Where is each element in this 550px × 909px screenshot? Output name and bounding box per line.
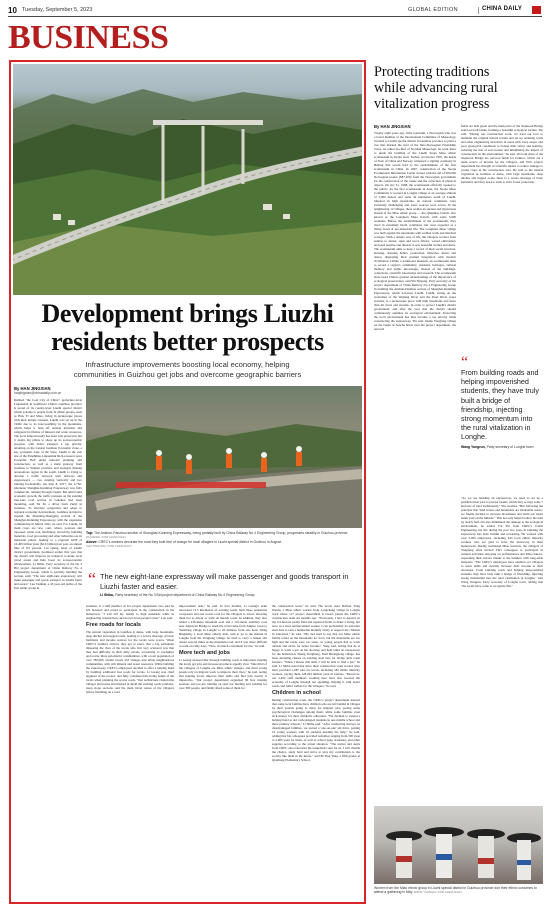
main-byline [14, 386, 84, 396]
header-date: Tuesday, September 5, 2023 [22, 7, 93, 13]
side-pull-quote [461, 354, 543, 449]
side-col-2b-text: "As we are building an expressway, we need to set up a prefabrication yard to precast beams, which may occupy some 7 hectares of land traditionally," Yin recalled. "But following the principle that 'land waters and mountains are invaluable assets,' we finally decided to increase investment and build our smart beam yard on the hillside." This not only helped reduce the land by nearly half, but also minimized the damage to the ecological environment, he added. For Yin from CREC's fourth Engineering, his life during the past two years in building the expressway has been fruitful and rewarding. He worked with over 3,400 employees, including 443 local ethnic minority workers who are glad to have the motorway in their hometowns. During traditional Miao festivals, the villagers of Yongfeng often invited Yin's colleagues to participate in cultural activities, enjoying art performances and Miao dances, expressing their sincere thanks to the builders with long-table banquets. "The CREC's employees have enabled our villagers to learn skills and steadily increase their income at their doorsteps. From building roads and helping impoverished students, they have truly built a bridge of friendship, injecting strong momentum into the rural vitalization in Longhe," said Wang Yongrun, Party secretary of Longhe town, adding that "the locals have come to recognize this." [461, 496, 543, 588]
section-title: BUSINESS [8, 19, 169, 56]
main-deck-line2: communities in Guizhou get jobs and overcome geographic barriers [73, 370, 302, 379]
side-byline: By HAN JINGXIAN [374, 124, 411, 129]
photo-captions [86, 531, 362, 548]
masthead: CHINA DAILY [482, 6, 523, 12]
main-col-3-text: Guizhou, is a staff member of Li's project department. Luo said he felt honored and proud to participate in the construction in his hometown. "I will tell my family to high standards while in engineering construction, and not let down people's trust," Luo said. [86, 604, 174, 620]
side-headline-line1: Protecting traditions [374, 64, 490, 80]
caption-top-credit: WU DESHI / FOR CHINA DAILY [86, 535, 127, 540]
side-col-2-text: fields are lush green and the main piers of the Xujiawan Bridge stand on both banks, forming a beautiful ecological picture, Yin said. "During our construction work, we tried our best to maintain the original natural terrain and set up retaining walls and other engineering structures in areas with steep slopes and poor geological conditions to bolster their safety and stability, reducing the risk of soil erosion and minimizing the impact of construction on the environment," he said. On both sides of the Xujiawan Bridge are terraced fields for farmers, which are a main source of income for the villagers, and Yin's project department has thought of scientific means to reduce damage to young crops in the construction area. He said as the natural vegetation in Guizhou is dense, with large mountains, deep ditches and rugged roads, there is a severe shortage of basic farmland, and they need to stick to strict forest protection. [461, 124, 543, 184]
main-headline-line1: Development brings Liuzhi [41, 299, 334, 328]
side-col-2 [461, 124, 543, 352]
main-headline [14, 300, 361, 356]
main-col-3-text-b: The natural vegetation in Guizhou is dense, with large mountains, deep ditches and rugged roads, leading to a severe shortage of basic farmland, and income sources for the locals were scarce. When CREC's builders arrived, they got to know that a big settlement disposing the lives of the locals who live very scattered was that they had difficulty in their daily travels. Governing 11 townships and towns, three sub-district communities, with a total population of over 780,000, Liuzhi boasts 253 villages and urban neighborhood communities, with rich mineral and water resources. While building the expressway, CREC's employees decided to offer a helping hand by building additional free roads for locals. Li Guang was chief engineer of the project, and fully considered the living habits of the locals when planning the access roads. "Our technicians visited nine villages and towns and marked in detail the existing roads' potholes, steep slope sections, and the main travel routes of the villagers before finalizing on a road [86, 630, 174, 694]
caption-top-text: The Anshun-Panzhou section of Shanghai-Kunming Expressway, being partially built by China Railway No 4 Engineering Group, progresses steadily in Guizhou province. [93, 531, 349, 535]
main-col-5b [272, 604, 360, 898]
side-headline [374, 64, 544, 112]
main-deck-line1: Infrastructure improvements boosting local economy, helping [85, 360, 290, 369]
caption-top-label: Top: [86, 531, 94, 535]
main-photo [13, 64, 362, 295]
side-col-2b [461, 496, 543, 801]
middle-photo [86, 386, 362, 528]
main-col-4-text: improvement task," he said. In four months, Li Guang's team renovated 13.5 kilometers of existing roads, built three pedestrian overpasses and one access road for the villagers to travel, allowing them not to detour or walk on muddy roads. In addition, they also added a 436-meter mountain road and a 110-meter auxiliary road near Anjiawan Bridge to slash the travel time from Xinjiao town to Yenshong village in Longhe to 20 minutes from one hour. Wang Bingming, a local Miao elderly man, said to go to the market in Longhe from his Yongfeng village, he used to carry a basket and detour several miles as the mountain road, and it was more difficult to walk on rainy days. "Now, it's much convenient for me," he said. [179, 604, 267, 648]
main-col-1-text: Dubbed "the Coal City of China", prefecture-level Liupanshui in Southwest China's Guizhou province is proud of its county-level Liuzhi special district which is home to people from 32 ethnic groups, such as Han, Yi and Miao, living in picturesque places with their unique customs. Liuzhi was set up in the 1960s due to its inaccessibility in the mountains, which helps it fend off outside intrusion and safeguard its lifeline of mineral and water resources. The local natural beauty has been well preserved, but it awaits big pillars to shore up its socioeconomic progress, with better transport a top priority. Abutting on the Central Guizhou Economic Zone, a key economic zone of the State, Liuzhi is the east site of the Panzhihua-Liupanshui Rich-resource Area Economic Belt under national planning and construction, as well as a main gateway from Guizhou to Yunnan province and Guangxi Zhuang autonomous region in the south. Liuzhi is trying to develop a traffic network with railways and expressways — two running vertically and two running horizontally. On Sept 8, 2017, the 2,730-kilometer Shanghai-Kunming Expressway was fully commercial, running through Liuzhi. But amid rapid economic growth, the traffic pressure on the existing four-lane road section in Guizhou had been mounting, said Tai Xi, a driver from Zunyi in Guizhou. To alleviate congestion and adapt to regional economic development, Guizhou decided to expand the Zhenning-Shengjing section of the Shanghai-Kunming Expressway, with the expansion commencing in March 2021, he said. For Liuzhi, its main crops are rice, corn, wheat, potatoes and rapeseed, while coal, machinery, electricity, building materials, food processing and other industries are its industrial pillars, leading to a regional GDP of 16.409 billion yuan ($2.6 billion) last year, an annual hike of 8.5 percent. Liu Qiang, head of Liuzhi district government, promised earlier this year that the district will improve its transport to make local travel easier and help boost its socioeconomic advancement. Li Shibu, Party secretary of the No 3 Bid project department of China Railway No 4 Engineering Group, which is partially building the section, said: "The new eight-lane expressway will make passenger and goods transport in Liuzhi faster and easier." Luo Tianhan, a 45-year-old native of the first ethnic group in [14, 398, 82, 590]
pull-quote-title: Party secretary of the No 3 Bid project department of China Railway No 4 Engineering Group [115, 593, 255, 597]
main-col-5-text-b: During construction work, the CREC's project department learned that some local families have children who are left behind in villages by their parents going to cities for migrant jobs, posing some psychological challenges among them, while some families even lack money for their children's education. "We decided to extend a helping hand to aid cash-strapped students in one middle school and three primary schools," Li Shibu said. "After conducting surveys on disadvantaged families, we started a 'one-on-one' aid drive, pairing 10 young workers with 10 students needing the help," he said, adding that his colleagues provided subsidies ranging from 500 yuan to 2,000 yuan for them, as well as school bags, stationery and other supplies according to the actual situation. "The uncles and aunts from CREC also renovated the basketball court for us. I will cherish the chance, study hard and strive to play my contribution to the society like them in the future," said Bi Ting Yang, a fifth grader at Qianliang Elementary School. [272, 698, 360, 762]
side-pull-quote-name: Wang Yongrun, [461, 444, 486, 449]
page-number: 10 [8, 6, 17, 15]
workers-illustration [86, 386, 362, 528]
subhead-children-school: Children in school [272, 690, 321, 696]
side-photo-caption [374, 886, 543, 895]
subhead-tech-jobs: More tech and jobs [179, 650, 230, 656]
main-col-1 [14, 398, 82, 898]
side-pull-quote-text: From building roads and helping impoverished students, they have truly built a bridge of friendship, injecting strong momentum into the rural vitalization in Longhe. [461, 368, 539, 442]
main-col-4 [179, 604, 267, 898]
header-divider [478, 7, 479, 14]
side-caption-credit: WANG YUANHUI / FOR CHINA DAILY [413, 890, 463, 895]
header-edition: GLOBAL EDITION [408, 7, 458, 13]
miao-women-illustration [374, 806, 543, 884]
landscape-illustration [13, 64, 362, 295]
caption-above-credit: CHA TINGTING / FOR CHINA DAILY [86, 543, 133, 548]
byline-name: By HAN JINGXIAN [14, 386, 51, 391]
side-quote-mark-icon: “ [461, 354, 469, 371]
side-headline-line3: vitalization progress [374, 96, 490, 112]
side-col-1 [374, 131, 456, 801]
caption-above-text: CREC's workers decorate the road they built free of charge for local villagers in Liuzhi special district in Guizhou in August. [98, 539, 282, 544]
side-col-1-text: Twenty eight years ago, Jiibu Gjestrum, a Norwegian who was a board member of the International Committee of Museology, traveled to Liuzhi special district in Guizhou province to plant a tree that marked the start of the Sino-Norwegian Friendship Trees. As editor-in-chief of Nordisk Museologi, he went there to guide the building of the Liuzhi Suoja Miao ethnic ecomuseum in Suojia town. Earlier, in October 1997, the heads of State of China and Norway witnessed a signing ceremony in Beijing that would lead to the establishment of the first ecomuseum in China. In 1997, construction of the Suojia Ecomuseum Information Center started with the aid of 900,000 Norwegian kroner ($87,200) from the Norwegian government for the construction of the venue and the collection of physical objects. On Oct 31, 1998, the ecomuseum officially opened to the public. As the first ecomuseum in Asia, the Suojia Miao Community is located in Longjia village at an average altitude of 2,000 meters and some 42 kilometers north of Liuzhi. Situated in high mountains, its natural conditions were extremely challenging and water sources were scarce. In the neighboring 12 villages, there resides an ancient and mysterious branch of the Miao ethnic group — the Qingmiao branch, also known as the Longhorn Miao branch, with some 5,000 residents. Before the establishment of the ecomuseum, they lived in extremely harsh conditions and were regarded as a living fossil of pre-industrial life. The Longhorn Miao village was built against the mountains with earthen walls and thatched cottages. With a simple way of life, the villagers worked from sunrise to sunset, spun and wove fabrics, waxed embroidery and used needles and threads to sew beautiful clothes and skirts. The ecomuseum aims to keep a record of their social structure, housing, dressing habits, production, lifestyles, music and dance, displaying their gradual integration with modern civilization. Unlike a traditional museum, an ecomuseum aims to record a region's community, residents, heritages, cultural memory and public knowledge, instead of the buildings, collections, scientific knowledge and research. The ecomuseum showcased China's gradual understanding of the importance of ecological preservation, said Yin Shigang, Party secretary of the project department of China Railway No 4 Engineering Group in building the Anshun-Panzhou section of Shanghai-Kunming Expressway, which traverses Liuzhi. Liuzhi, sitting on the watershed of the Wujiang River and the Pearl River water systems, is a picturesque place with high mountains and more than 40 rivers and streams. In order to protect Liuzhi's district government, and after the year that the district should continuously optimize its ecological environment. Protecting the local environment has thus become a top priority while constructing the expressway, Yin said. Inside Yongfeng village on the banks of Sancha River near his project department, the terraced [374, 131, 456, 331]
side-photo [374, 806, 543, 884]
caption-above-label: Above: [86, 539, 98, 544]
main-headline-line2: residents better prospects [51, 327, 324, 356]
pull-quote-text: The new eight-lane expressway will make passenger and goods transport in Liuzhi faster and easier. [100, 572, 349, 591]
main-pull-quote [88, 569, 350, 597]
byline-email: hanjingxian@chinadaily.com.cn [14, 391, 62, 395]
main-col-3 [86, 604, 174, 898]
main-col-4-text-b: Li Guang stressed that through building roads is important, helping the locals get jobs and increase income is equally vital. "One third of the villagers of Longhe are Miao ethnic villages, and most young people rely on migrant work to improve their lives," he said, noting that helping locals improve their skills and find jobs nearby is imperative. "Our project department organized 86 free training sessions and pre-job training on steel bar binding and welding for over 300 people, and finally hired some of them for [179, 658, 267, 690]
subhead-free-roads: Free roads for locals [86, 622, 142, 628]
quote-mark-icon: “ [88, 569, 96, 589]
side-pull-quote-title: Party secretary of Longhe town [486, 444, 534, 449]
pull-quote-name: Li Shibu, [100, 593, 115, 597]
header-rule [8, 16, 542, 17]
side-headline-line2: while advancing rural [374, 80, 498, 96]
side-caption-text: Women from the Miao ethnic group in Liuzhi special district in Guizhou province don their ethnic costumes to attend a gathering in May. [374, 886, 537, 895]
main-deck [14, 360, 361, 380]
masthead-logo-icon [532, 6, 541, 14]
main-col-5-text: the construction work," he said. The locals were thrilled. Yang Wenfu, a Miao ethnic worker from Longchang village in Longhe town where 12+ project department is based, joined the CREC's construction team six months ago. "Previously, I had to depend on my 0.2-hectare paddy field and explored fields to make a living, but now, as a steel reinforcement worker, I can proficiently tie and knot steel bars to earn a handsome monthly salary to support my children in education," he said. "My dad used to say that our Miao ethnic family relied on the mountains for food, but the mountains are too high and the roads were too steep, so young people had to work outside and strive for better income," Yang said, noting that he is happy to work a job on his doorstep and help build an expressway for the hometown. Zhang Yonghong, from Huangdong village, has been attending classes on welding steel bars for bridge deck crash barriers. "When I master this skill, I will be able to find a job," he said. Li Shibu noted that since their construction work started, they have provided 1,087 jobs for locals, including 182 ethnic minority workers, paying them 128.264 million yuan in salaries. "Moreover, our 2,400 staff members working here have also boosted the economy of Longhe through our spending, helping it with better roads, and fuller wallets for the villagers," he said. [272, 604, 360, 688]
